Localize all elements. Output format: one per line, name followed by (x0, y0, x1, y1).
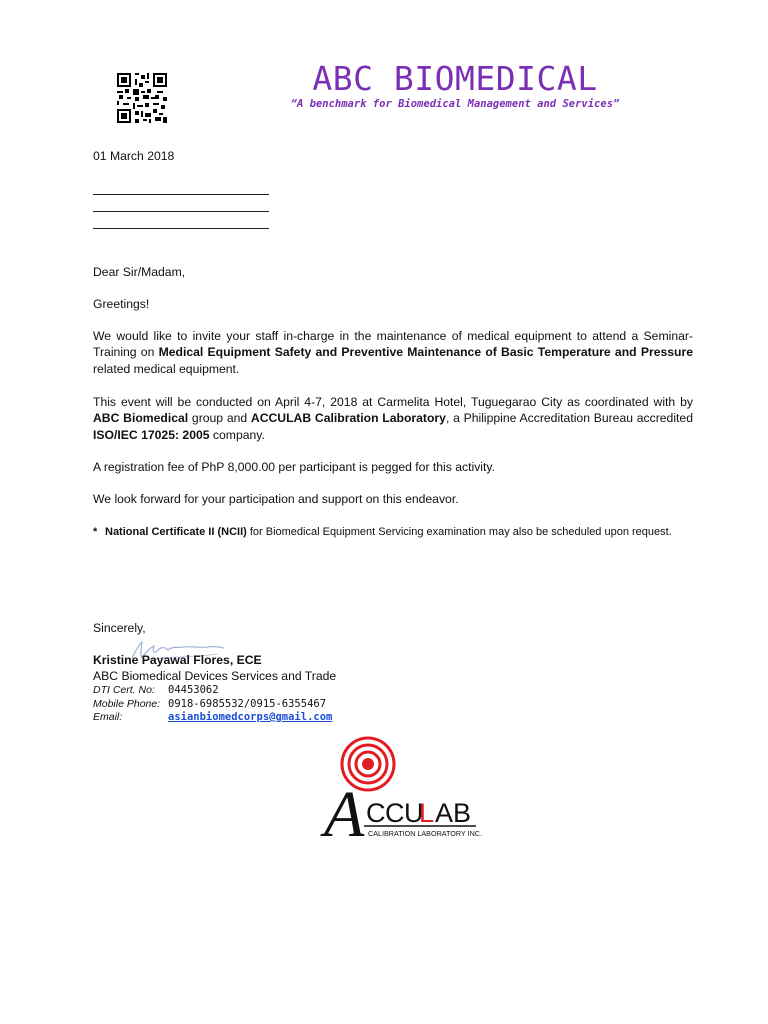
greeting: Greetings! (93, 297, 150, 311)
paragraph-text: group and (188, 411, 251, 426)
mobile-row (93, 698, 493, 712)
dti-cert-label: DTI Cert. No: (93, 684, 155, 696)
paragraph-registration-fee: A registration fee of PhP 8,000.00 per participant is pegged for this activity. (93, 460, 495, 474)
company-name: ABC BIOMEDICAL (312, 59, 598, 98)
acculab-logo (318, 736, 486, 852)
qr-code-icon (117, 73, 167, 123)
paragraph-closing-remark: We look forward for your participation and support on this endeavor. (93, 492, 459, 506)
logo-letter-a: A (324, 778, 365, 851)
paragraph-text: company. (209, 427, 265, 442)
paragraph-text: , a Philippine Accreditation Bureau accredited (445, 411, 693, 426)
seminar-title: Medical Equipment Safety and Preventive Maintenance of Basic Temperature and Pressure (158, 345, 693, 360)
footnote (93, 524, 693, 540)
signature-block (93, 652, 493, 725)
signatory-name: Kristine Payawal Flores, ECE (93, 653, 262, 667)
signatory-company: ABC Biomedical Devices Services and Trade (93, 669, 337, 683)
certificate-name: National Certificate II (NCII) (105, 526, 247, 538)
letter-date: 01 March 2018 (93, 149, 175, 163)
email-link[interactable]: asianbiomedcorps@gmail.com (168, 711, 333, 723)
mobile-label: Mobile Phone: (93, 697, 161, 710)
org-name: ABC Biomedical (93, 411, 189, 426)
email-row (93, 711, 493, 725)
paragraph-text: We would like to invite your staff in-charge in the maintenance of medical equipment to attend a Seminar-Training on (93, 329, 693, 360)
email-label: Email: (93, 711, 123, 723)
closing: Sincerely, (93, 621, 146, 635)
mobile-value: 0918-6985532/0915-6355467 (168, 697, 327, 710)
footnote-marker: * (93, 526, 98, 538)
logo-letters-ccu: CCU (366, 798, 423, 828)
logo-letters-ab: AB (435, 798, 472, 828)
paragraph-invitation (93, 328, 693, 377)
dti-cert-value: 04453062 (168, 684, 219, 696)
logo-letter-l: L (419, 798, 435, 828)
address-line (93, 228, 269, 229)
paragraph-text: related medical equipment. (93, 361, 240, 376)
paragraph-event-details (93, 394, 693, 443)
salutation: Dear Sir/Madam, (93, 265, 186, 279)
dti-cert-row (93, 684, 493, 698)
paragraph-text: This event will be conducted on April 4-7, 2018 at Carmelita Hotel, Tuguegarao City as coordinated with by (93, 395, 693, 409)
iso-standard: ISO/IEC 17025: 2005 (93, 427, 210, 442)
letterhead (230, 58, 680, 110)
address-line (93, 211, 269, 212)
address-line (93, 194, 269, 195)
footnote-body: for Biomedical Equipment Servicing examination may also be scheduled upon request. (246, 526, 672, 538)
company-tagline: “A benchmark for Biomedical Management and Services” (290, 98, 620, 110)
footnote-text (105, 524, 693, 540)
logo-subtitle: CALIBRATION LABORATORY INC. (368, 829, 482, 838)
lab-name: ACCULAB Calibration Laboratory (250, 411, 446, 426)
